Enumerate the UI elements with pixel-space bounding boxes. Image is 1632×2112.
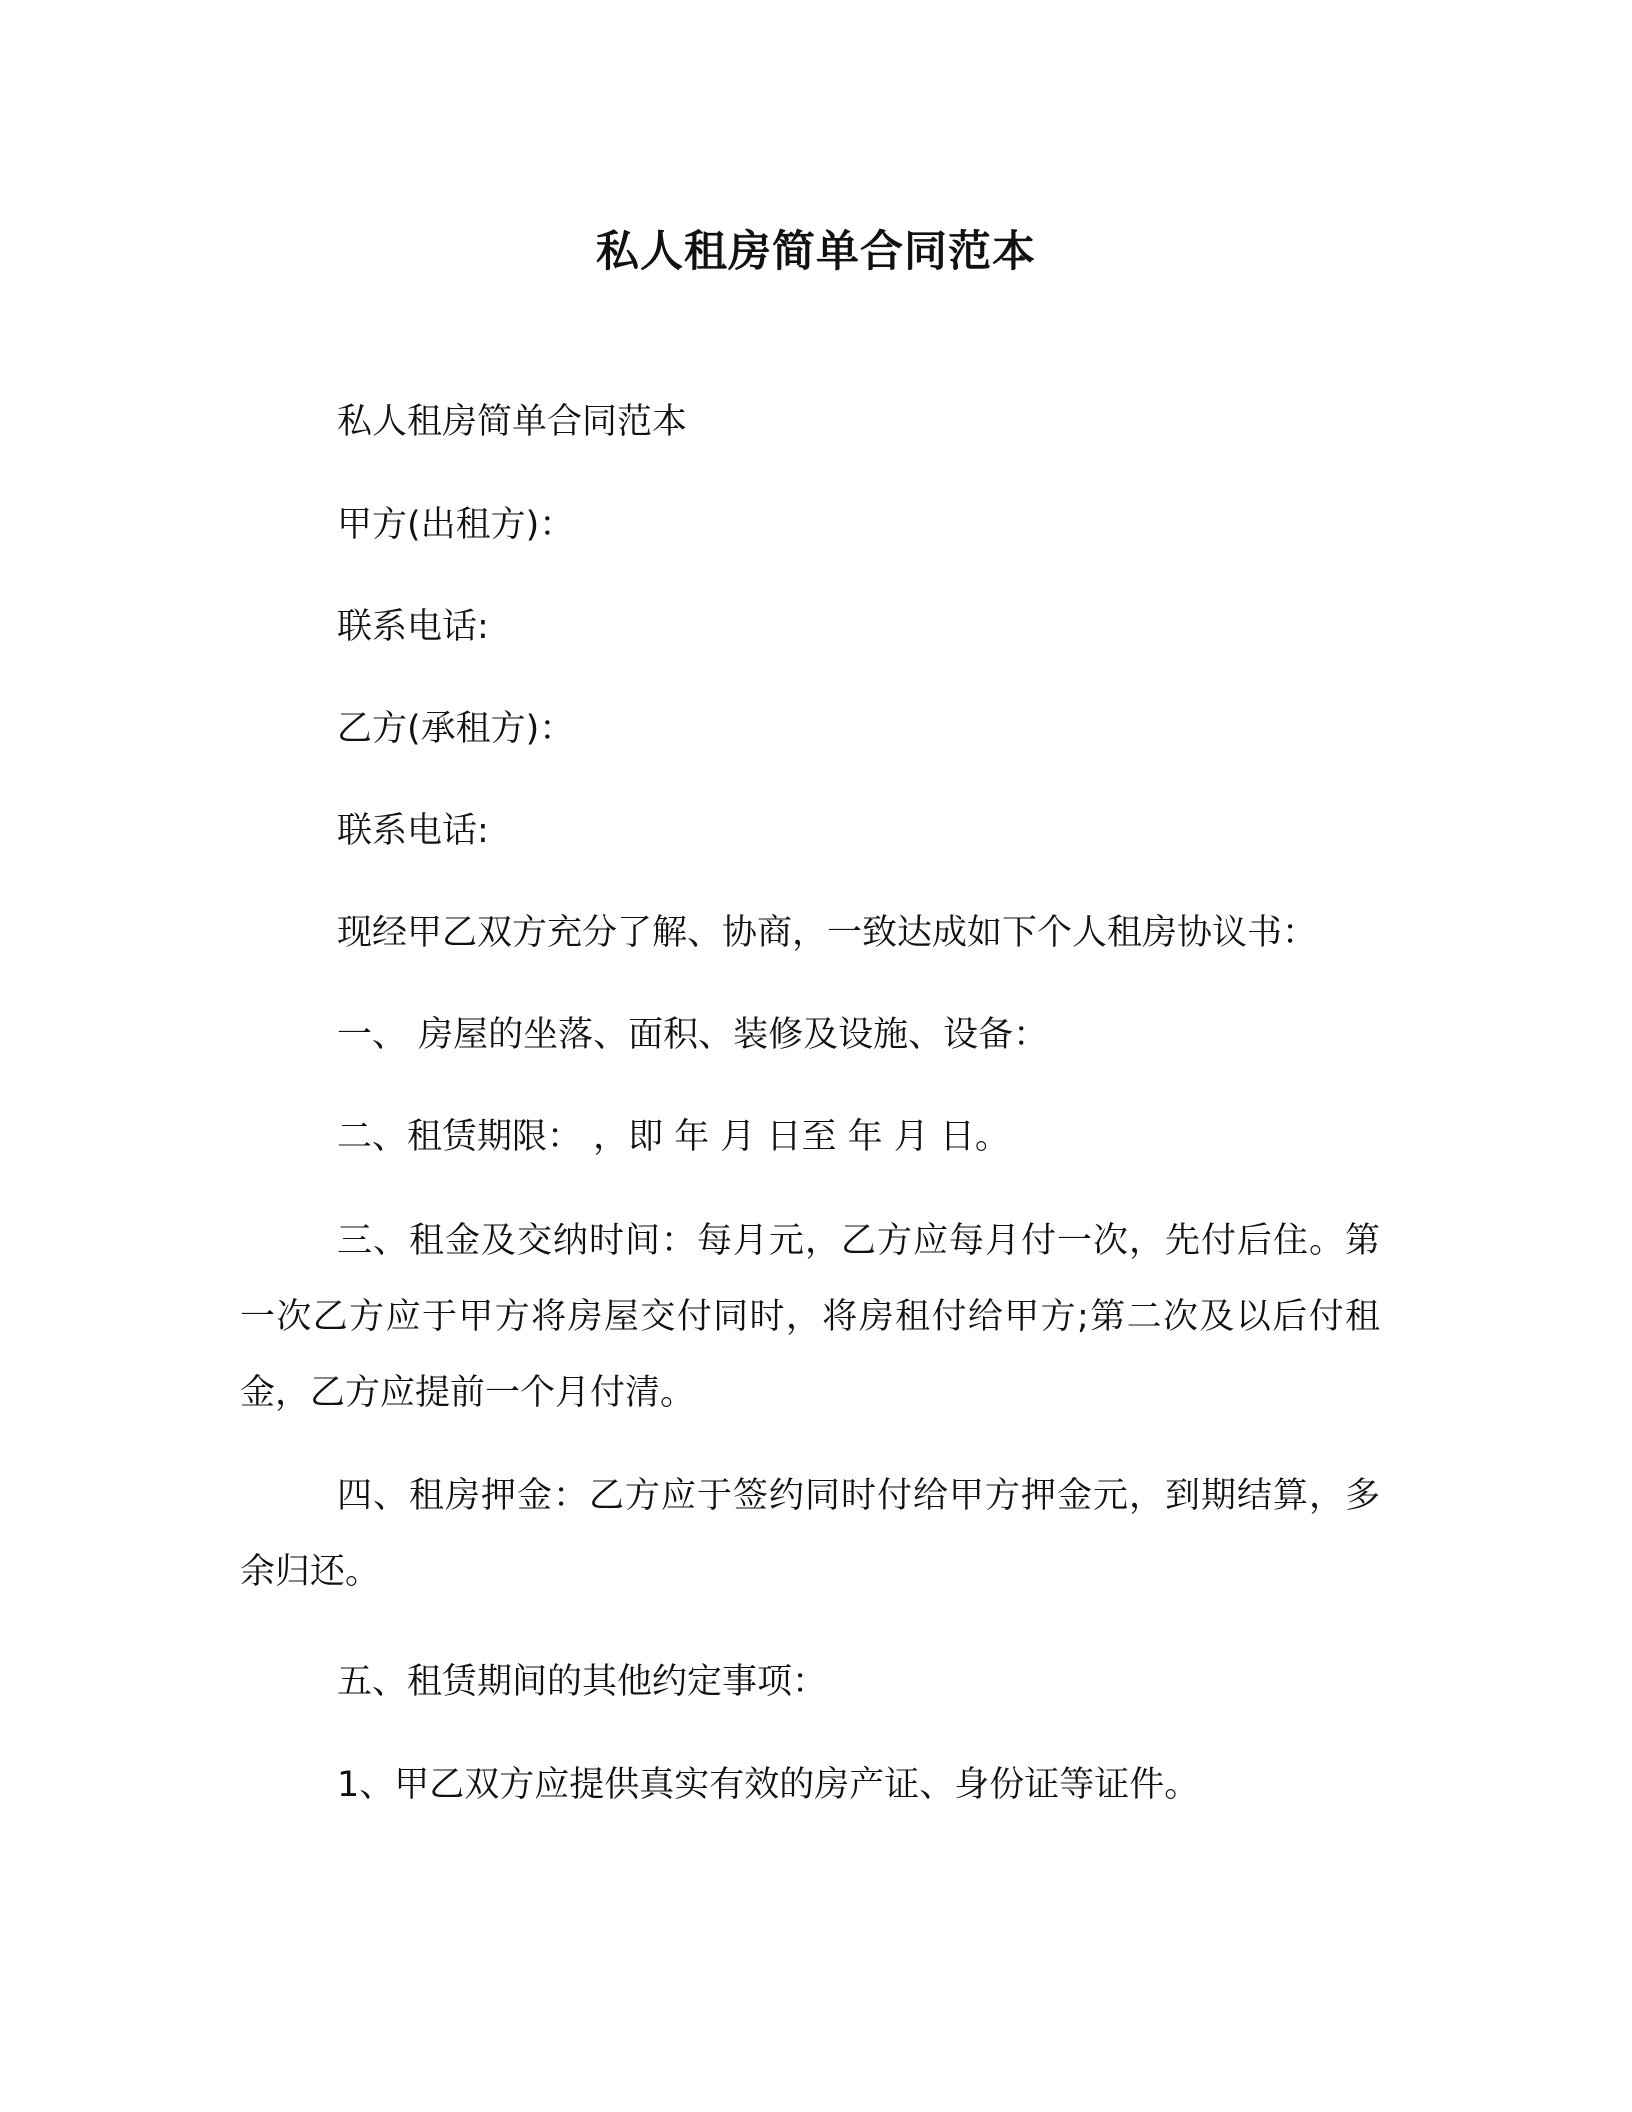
clause-4: 四、租房押金：乙方应于签约同时付给甲方押金元，到期结算，多余归还。 [240, 1476, 1380, 1592]
clause-3: 三、租金及交纳时间：每月元，乙方应每月付一次，先付后住。第一次乙方应于甲方将房屋交付同时，将房租付给甲方;第二次及以后付租金，乙方应提前一个月付清。 [240, 1221, 1380, 1413]
clause-5: 五、租赁期间的其他约定事项： [337, 1662, 828, 1702]
clause-2: 二、租赁期限： ，即 年 月 日至 年 月 日。 [337, 1117, 1010, 1157]
party-b-label: 乙方(承租方)： [337, 709, 575, 749]
document-subtitle: 私人租房简单合同范本 [337, 402, 688, 442]
party-b-phone-label: 联系电话: [337, 811, 489, 851]
party-a-label: 甲方(出租方)： [337, 505, 575, 545]
party-a-phone-label: 联系电话: [337, 607, 489, 647]
intro-paragraph: 现经甲乙双方充分了解、协商，一致达成如下个人租房协议书： [337, 913, 1318, 953]
item-1: 1、甲乙双方应提供真实有效的房产证、身份证等证件。 [337, 1765, 1200, 1805]
document-title: 私人租房简单合同范本 [596, 227, 1036, 277]
clause-1: 一、 房屋的坐落、面积、装修及设施、设备： [337, 1015, 1049, 1055]
